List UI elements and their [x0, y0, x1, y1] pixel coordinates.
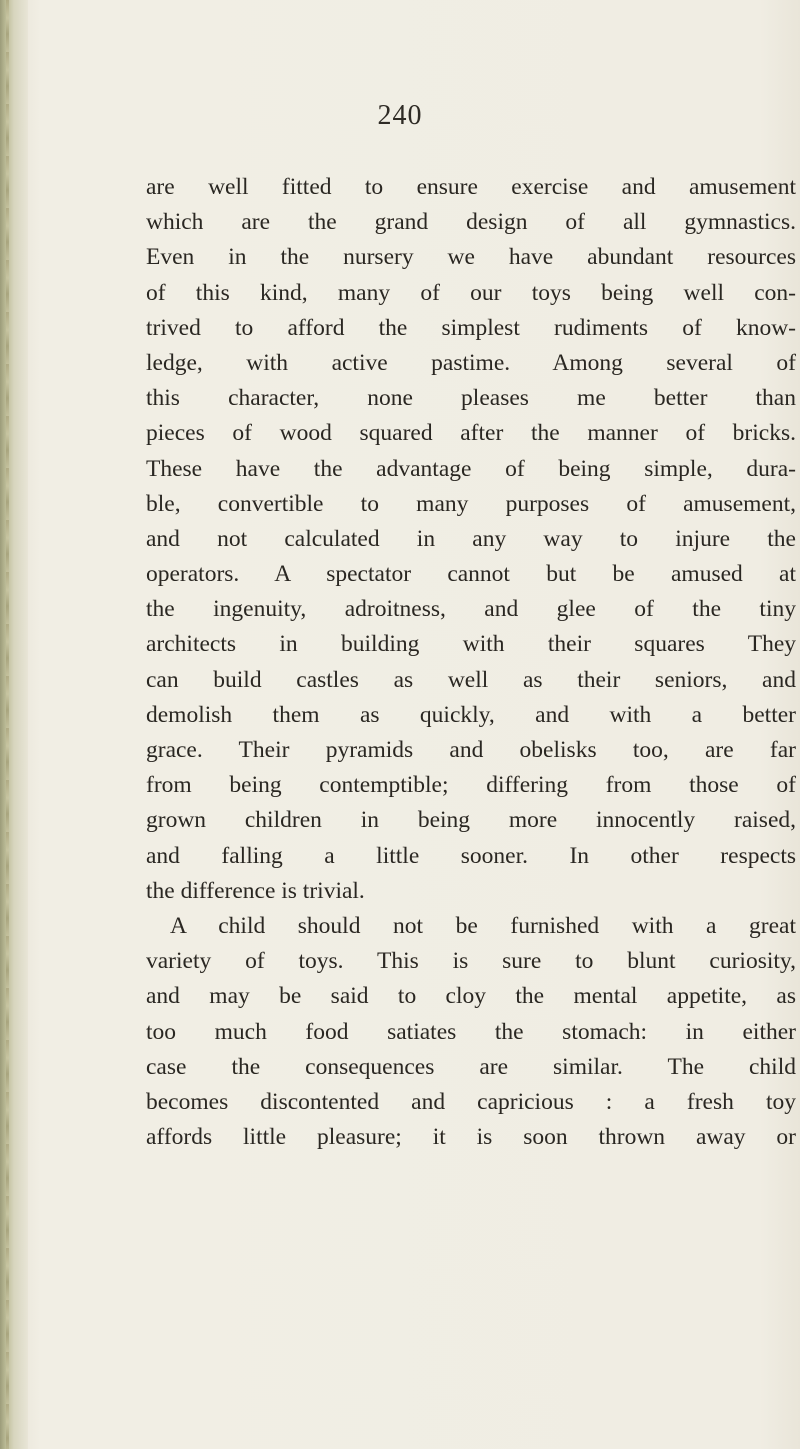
text-line: are well fitted to ensure exercise and amusement	[146, 174, 796, 200]
text-line: can build castles as well as their seniors, and	[146, 666, 796, 693]
text-line: too much food satiates the stomach: in either	[146, 1018, 796, 1045]
text-line: and falling a little sooner. In other respects	[146, 842, 796, 869]
text-line: trived to afford the simplest rudiments of know-	[146, 314, 796, 341]
text-line: which are the grand design of all gymnastics.	[146, 209, 796, 236]
text-line: the difference is trivial.	[146, 877, 365, 904]
text-line: These have the advantage of being simple, dura-	[146, 455, 796, 482]
text-line: of this kind, many of our toys being well con-	[146, 279, 796, 306]
text-line: from being contemptible; differing from those of	[146, 772, 796, 799]
text-line: ledge, with active pastime. Among several of	[146, 349, 796, 376]
text-line: case the consequences are similar. The child	[146, 1053, 796, 1080]
text-line: becomes discontented and capricious : a fresh toy	[146, 1088, 796, 1115]
text-line: demolish them as quickly, and with a better	[146, 701, 796, 728]
page-binding-edge	[0, 0, 28, 1449]
body-text	[146, 170, 800, 1155]
text-line: pieces of wood squared after the manner of bricks.	[146, 420, 796, 447]
text-line: affords little pleasure; it is soon thrown away or	[146, 1124, 796, 1151]
page-number: 240	[377, 100, 423, 131]
text-line: grown children in being more innocently raised,	[146, 807, 796, 834]
text-line: grace. Their pyramids and obelisks too, are far	[146, 737, 796, 763]
text-line: Even in the nursery we have abundant resources	[146, 244, 796, 271]
text-line: the ingenuity, adroitness, and glee of the tiny	[146, 596, 796, 623]
text-line: operators. A spectator cannot but be amused at	[146, 561, 796, 588]
text-line: ble, convertible to many purposes of amusement,	[146, 490, 796, 517]
text-line: architects in building with their squares They	[146, 631, 796, 658]
text-line: and may be said to cloy the mental appetite, as	[146, 983, 796, 1010]
text-line: variety of toys. This is sure to blunt curiosity,	[146, 948, 796, 975]
text-line: and not calculated in any way to injure the	[146, 525, 796, 552]
text-line: A child should not be furnished with a great	[170, 912, 796, 939]
text-line: this character, none pleases me better than	[146, 385, 796, 412]
